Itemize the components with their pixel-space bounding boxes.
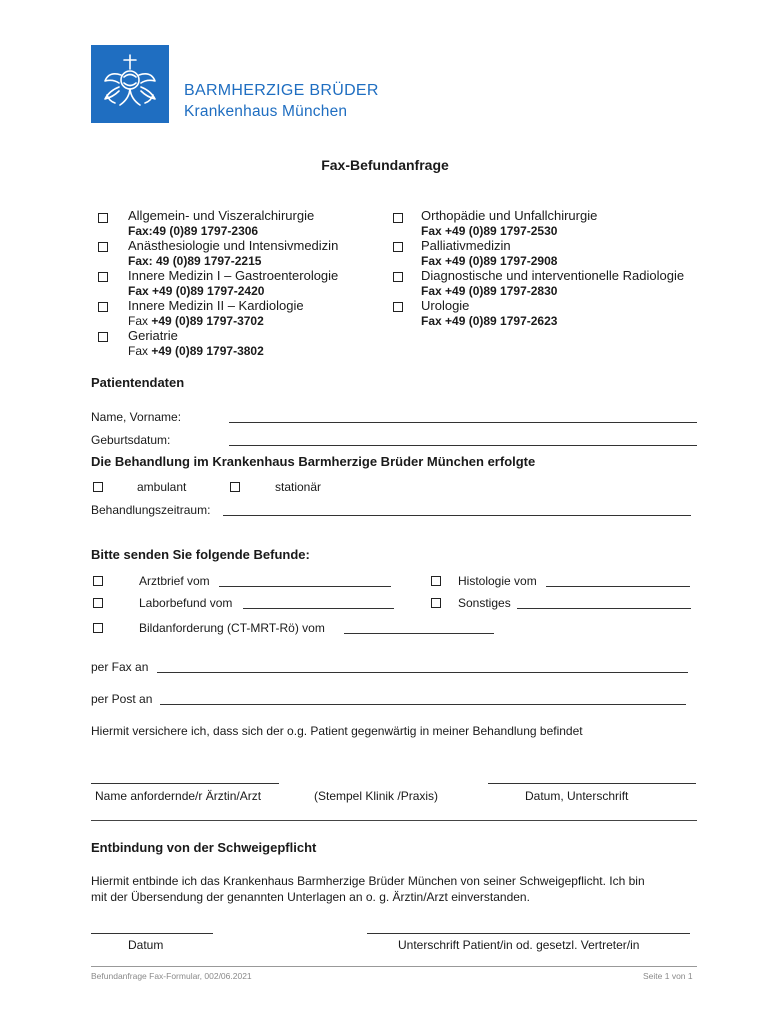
fax-prefix: Fax [128,344,152,358]
dept-fax: Fax +49 (0)89 1797-2830 [421,284,558,298]
dept-fax [128,344,264,358]
section-heading-findings: Bitte senden Sie folgende Befunde: [91,547,310,562]
dept-fax: Fax:49 (0)89 1797-2306 [128,224,259,238]
dept-name: Geriatrie [128,328,178,343]
patient-signature-label: Unterschrift Patient/in od. gesetzl. Vertreter/in [398,938,640,952]
footer-divider [91,966,697,967]
ambulant-label: ambulant [137,480,187,494]
checkbox-dept-kardio[interactable] [98,302,108,312]
requester-name-line[interactable] [91,783,279,784]
dept-name: Orthopädie und Unfallchirurgie [421,208,598,223]
sonstiges-label: Sonstiges [458,596,511,610]
date-signature-label: Datum, Unterschrift [525,789,629,803]
section-heading-treatment: Die Behandlung im Krankenhaus Barmherzige Brüder München erfolgte [91,454,536,469]
checkbox-stationaer[interactable] [230,482,240,492]
laborbefund-label: Laborbefund vom [139,596,233,610]
birthdate-field[interactable] [229,445,697,446]
per-fax-field[interactable] [157,672,688,673]
dept-fax: Fax: 49 (0)89 1797-2215 [128,254,262,268]
dept-fax [128,314,264,328]
checkbox-ambulant[interactable] [93,482,103,492]
histologie-label: Histologie vom [458,574,537,588]
release-date-label: Datum [128,938,164,952]
checkbox-dept-radiologie[interactable] [393,272,403,282]
footer-page-number: Seite 1 von 1 [643,971,693,981]
dept-name: Allgemein- und Viszeralchirurgie [128,208,315,223]
checkbox-histologie[interactable] [431,576,441,586]
fax-number: +49 (0)89 1797-3802 [151,344,264,358]
assurance-text: Hiermit versichere ich, dass sich der o.g. Patient gegenwärtig in meiner Behandlung befindet [91,724,583,738]
date-signature-line[interactable] [488,783,696,784]
patient-signature-line[interactable] [367,933,690,934]
fax-number: +49 (0)89 1797-3702 [151,314,264,328]
dept-fax: Fax +49 (0)89 1797-2908 [421,254,558,268]
arztbrief-date-field[interactable] [219,586,391,587]
dept-fax: Fax +49 (0)89 1797-2530 [421,224,558,238]
laborbefund-date-field[interactable] [243,608,394,609]
per-post-label: per Post an [91,692,153,706]
dept-fax: Fax +49 (0)89 1797-2623 [421,314,558,328]
histologie-date-field[interactable] [546,586,690,587]
per-fax-label: per Fax an [91,660,149,674]
stationaer-label: stationär [275,480,322,494]
sonstiges-field[interactable] [517,608,691,609]
checkbox-arztbrief[interactable] [93,576,103,586]
requester-label: Name anfordernde/r Ärztin/Arzt [95,789,262,803]
checkbox-bildanforderung[interactable] [93,623,103,633]
checkbox-laborbefund[interactable] [93,598,103,608]
checkbox-dept-allgemein[interactable] [98,213,108,223]
checkbox-dept-palliativ[interactable] [393,242,403,252]
checkbox-dept-geriatrie[interactable] [98,332,108,342]
release-date-line[interactable] [91,933,213,934]
stamp-label: (Stempel Klinik /Praxis) [314,789,439,803]
cross-lily-emblem-icon [91,45,169,123]
dept-name: Diagnostische und interventionelle Radiologie [421,268,685,283]
section-heading-release: Entbindung von der Schweigepflicht [91,840,317,855]
brand-name: BARMHERZIGE BRÜDER [184,82,379,99]
name-label: Name, Vorname: [91,410,182,424]
release-text-line2: mit der Übersendung der genannten Unterlagen an o. g. Ärztin/Arzt einverstanden. [91,890,530,904]
footer-form-id: Befundanfrage Fax-Formular, 002/06.2021 [91,971,252,981]
checkbox-dept-orthopaedie[interactable] [393,213,403,223]
checkbox-dept-urologie[interactable] [393,302,403,312]
period-field[interactable] [223,515,691,516]
birthdate-label: Geburtsdatum: [91,433,171,447]
arztbrief-label: Arztbrief vom [139,574,210,588]
dept-name: Innere Medizin II – Kardiologie [128,298,304,313]
per-post-field[interactable] [160,704,686,705]
bildanforderung-date-field[interactable] [344,633,494,634]
dept-name: Anästhesiologie und Intensivmedizin [128,238,339,253]
fax-prefix: Fax [128,314,152,328]
dept-name: Urologie [421,298,470,313]
dept-name: Innere Medizin I – Gastroenterologie [128,268,339,283]
period-label: Behandlungszeitraum: [91,503,211,517]
checkbox-dept-anaesthesie[interactable] [98,242,108,252]
page-title: Fax-Befundanfrage [321,157,449,173]
dept-name: Palliativmedizin [421,238,511,253]
checkbox-dept-gastro[interactable] [98,272,108,282]
release-text-line1: Hiermit entbinde ich das Krankenhaus Barmherzige Brüder München von seiner Schweigepflicht. Ich bin [91,874,645,888]
section-divider [91,820,697,821]
brand-subtitle: Krankenhaus München [184,103,348,120]
name-field[interactable] [229,422,697,423]
dept-fax: Fax +49 (0)89 1797-2420 [128,284,265,298]
bildanforderung-label: Bildanforderung (CT-MRT-Rö) vom [139,621,325,635]
checkbox-sonstiges[interactable] [431,598,441,608]
hospital-logo [91,45,169,123]
section-heading-patient: Patientendaten [91,375,185,390]
